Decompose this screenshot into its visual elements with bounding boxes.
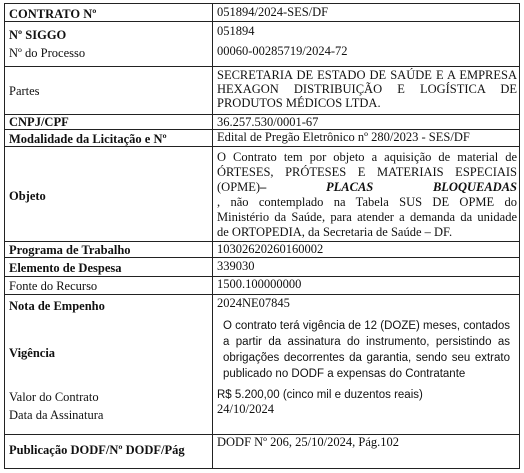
validity-label: Vigência xyxy=(9,346,56,360)
object-highlight: – PLACAS BLOQUEADAS xyxy=(260,180,517,194)
object-value xyxy=(217,150,517,240)
publication-value: DODF Nº 206, 25/10/2024, Pág.102 xyxy=(217,435,400,449)
work-program-value: 10302620260160002 xyxy=(217,242,324,256)
validity-value: O contrato terá vigência de 12 (DOZE) meses, contados a partir da assinatura do instrumento, persistindo as obrigações decorrentes da garantia, sendo seu extrato publicado no DODF a expensas do Contratante xyxy=(223,320,510,380)
publication-label: Publicação DODF/Nº DODF/Pág xyxy=(9,443,185,457)
object-label: Objeto xyxy=(9,189,46,203)
siggo-label: Nº SIGGO xyxy=(9,28,67,42)
contract-amount-value: R$ 5.200,00 (cinco mil e duzentos reais) xyxy=(217,389,423,401)
contract-number-label: CONTRATO Nº xyxy=(9,7,97,21)
commitment-note-value: 2024NE07845 xyxy=(217,296,290,310)
expense-element-label: Elemento de Despesa xyxy=(9,261,122,275)
siggo-value: 051894 xyxy=(217,24,255,38)
signature-date-label: Data da Assinatura xyxy=(9,408,104,422)
process-number-label: Nº do Processo xyxy=(9,46,86,60)
procurement-modality-label: Modalidade da Licitação e Nº xyxy=(9,132,167,146)
contract-number-value: 051894/2024-SES/DF xyxy=(217,5,329,19)
row-divider xyxy=(5,257,519,258)
process-number-value: 00060-00285719/2024-72 xyxy=(217,44,348,58)
object-line: O Contrato tem por objeto a aquisição de material de xyxy=(217,150,517,164)
column-divider xyxy=(212,4,213,468)
row-divider xyxy=(5,146,519,147)
resource-source-value: 1500.100000000 xyxy=(217,277,302,291)
procurement-modality-value: Edital de Pregão Eletrônico nº 280/2023 - SES/DF xyxy=(217,130,470,144)
parties-label: Partes xyxy=(9,84,40,98)
cnpj-value: 36.257.530/0001-67 xyxy=(217,115,319,129)
object-line: ÓRTESES, PRÓTESES E MATERIAIS ESPECIAIS xyxy=(217,165,517,179)
contract-amount-label: Valor do Contrato xyxy=(9,390,99,404)
row-divider xyxy=(5,294,519,295)
object-line: , não contemplado na Tabela SUS DE OPME do xyxy=(217,195,517,209)
signature-date-value: 24/10/2024 xyxy=(217,402,274,416)
cnpj-label: CNPJ/CPF xyxy=(9,115,69,129)
contract-summary-table xyxy=(4,3,520,469)
work-program-label: Programa de Trabalho xyxy=(9,243,131,257)
object-line: Ministério da Saúde, para atender a demanda da unidade xyxy=(217,210,517,224)
resource-source-label: Fonte do Recurso xyxy=(9,279,98,293)
object-line xyxy=(217,180,517,195)
row-divider xyxy=(5,66,519,67)
parties-value: SECRETARIA DE ESTADO DE SAÚDE E A EMPRESA HEXAGON DISTRIBUIÇÃO E LOGÍSTICA DE PRODUTOS MÉDICOS LTDA. xyxy=(217,68,517,110)
object-line: de ORTOPEDIA, da Secretaria de Saúde – DF. xyxy=(217,225,453,239)
object-opme: (OPME) xyxy=(217,180,261,194)
commitment-note-label: Nota de Empenho xyxy=(9,299,105,313)
row-divider xyxy=(5,21,519,22)
expense-element-value: 339030 xyxy=(217,259,255,273)
